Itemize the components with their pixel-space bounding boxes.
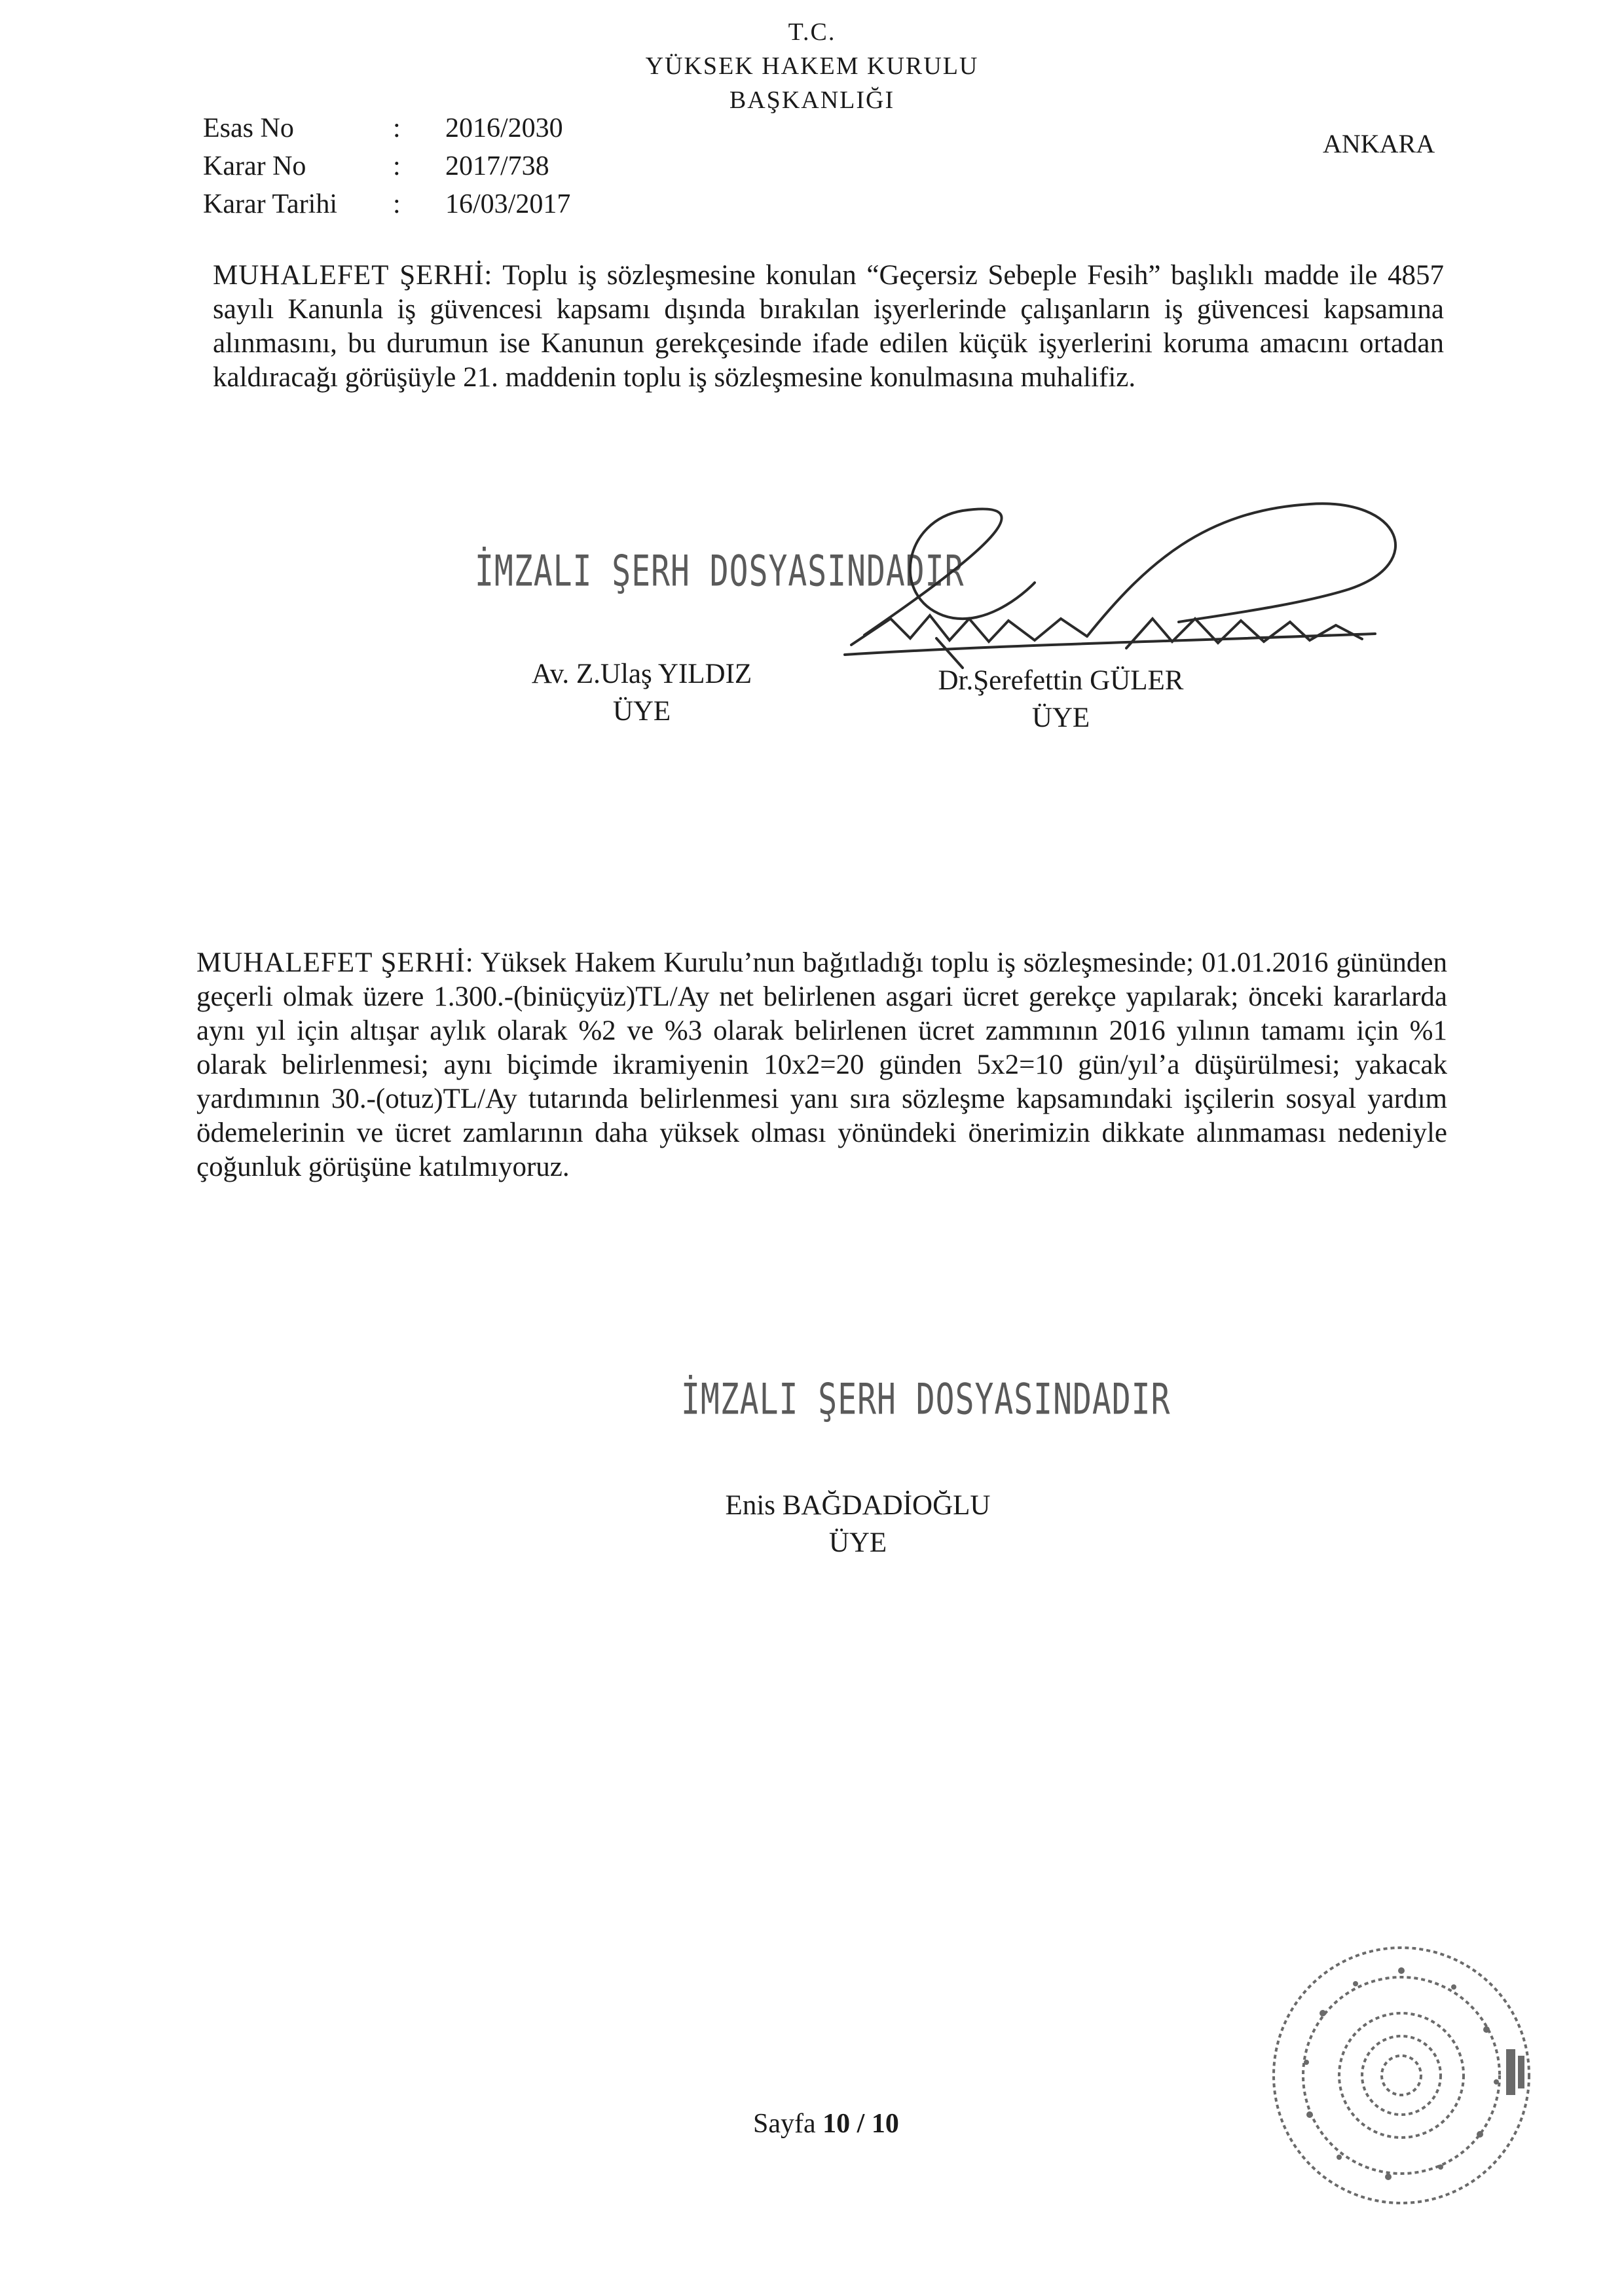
- signed-dissent-stamp: İMZALI ŞERH DOSYASINDADIR: [475, 547, 965, 596]
- dissent-paragraph-1: [213, 259, 1444, 395]
- page-label: Sayfa: [753, 2109, 816, 2139]
- signatory-role: ÜYE: [612, 696, 671, 727]
- meta-colon: :: [393, 189, 401, 219]
- meta-value: 2016/2030: [445, 113, 563, 143]
- page-separator: /: [857, 2109, 865, 2139]
- official-seal-icon: [1257, 1931, 1545, 2219]
- meta-label: Karar No: [203, 151, 306, 181]
- dissent-lead: MUHALEFET ŞERHİ:: [196, 947, 474, 978]
- dissent-paragraph-2: [196, 946, 1447, 1184]
- header-presidency: BAŞKANLIĞI: [729, 86, 895, 114]
- dissent-text: Toplu iş sözleşmesine konulan “Geçersiz Sebeple Fesih” başlıklı madde ile 4857 sayılı Kanunla iş güvencesi kapsamı dışında bırakılan işyerlerinde çalışanların iş güvencesi kapsamına alınmasını, bu durumun ise Kanunun gerekçesinde ifade edilen küçük işyerlerini koruma amacını ortadan kaldıracağı görüşüyle 21. maddenin toplu iş sözleşmesine konulmasına muhalifiz.: [213, 260, 1445, 393]
- dissent-lead: MUHALEFET ŞERHİ:: [213, 260, 493, 291]
- meta-colon: :: [393, 113, 401, 143]
- signed-dissent-stamp: İMZALI ŞERH DOSYASINDADIR: [681, 1375, 1171, 1425]
- header-institution: YÜKSEK HAKEM KURULU: [645, 52, 979, 80]
- meta-value: 2017/738: [445, 151, 549, 181]
- header-tc: T.C.: [788, 18, 836, 46]
- page-number: [753, 2108, 899, 2140]
- case-meta: [203, 115, 792, 232]
- meta-value: 16/03/2017: [445, 189, 571, 219]
- header-city: ANKARA: [1323, 129, 1435, 158]
- page-total: 10: [871, 2109, 899, 2139]
- signatory-role: ÜYE: [1031, 702, 1090, 733]
- meta-label: Esas No: [203, 113, 294, 143]
- signatory-3: [674, 1489, 1041, 1559]
- meta-row-esas: [203, 115, 792, 142]
- meta-row-karar: [203, 153, 792, 180]
- page-current: 10: [822, 2109, 851, 2139]
- signature-graphic: [838, 484, 1467, 681]
- signatory-name: Enis BAĞDADİOĞLU: [725, 1490, 991, 1521]
- doc-header: [616, 20, 1008, 113]
- meta-label: Karar Tarihi: [203, 189, 338, 219]
- signatory-2: [877, 665, 1244, 734]
- signatory-role: ÜYE: [828, 1527, 887, 1558]
- signatory-name: Dr.Şerefettin GÜLER: [938, 665, 1184, 696]
- meta-colon: :: [393, 151, 401, 181]
- signatory-name: Av. Z.Ulaş YILDIZ: [531, 659, 752, 689]
- meta-row-tarih: [203, 191, 792, 218]
- signatory-1: [471, 658, 812, 727]
- dissent-text: Yüksek Hakem Kurulu’nun bağıtladığı toplu iş sözleşmesinde; 01.01.2016 gününden geçerli olmak üzere 1.300.-(binüçyüz)TL/Ay net belirlenen asgari ücret gerekçe yapılarak; önceki kararlarda aynı yıl için altışar aylık olarak %2 ve %3 olarak belirlenen ücret zammının 2016 yılının tamamı için %1 olarak belirlenmesi; aynı biçimde ikramiyenin 10x2=20 günden 5x2=10 gün/yıl’a düşürülmesi; yakacak yardımının 30.-(otuz)TL/Ay tutarında belirlenmesi yanı sıra sözleşme kapsamındaki işçilerin sosyal yardım ödemelerinin ve ücret zamlarının daha yüksek olması yönündeki önerimizin dikkate alınmaması nedeniyle çoğunluk görüşüne katılmıyoruz.: [196, 947, 1447, 1182]
